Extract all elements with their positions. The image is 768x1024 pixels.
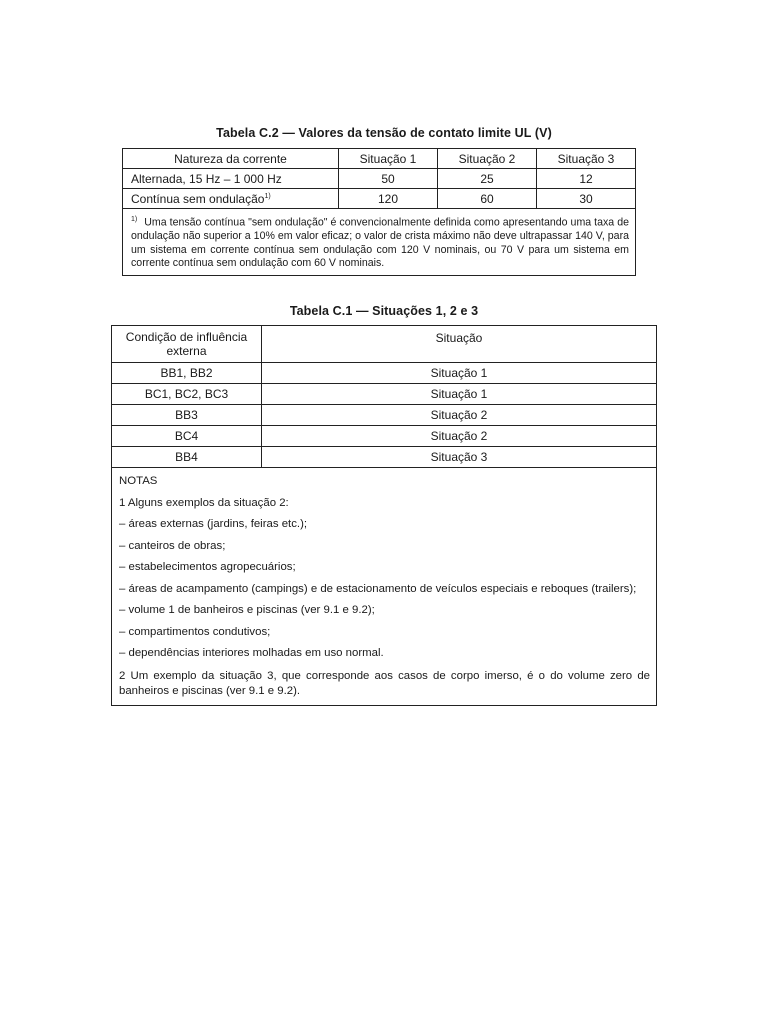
table-c1-notes-row — [112, 468, 657, 706]
table-c1-situation: Situação 2 — [262, 426, 657, 447]
table-row — [112, 426, 657, 447]
notes-title: NOTAS — [119, 475, 158, 487]
table-c2-caption: Tabela C.2 — Valores da tensão de contato limite UL (V) — [216, 126, 552, 140]
table-c1-situation: Situação 1 — [262, 363, 657, 384]
note-line: – compartimentos condutivos; — [119, 625, 271, 638]
table-c1-header-row — [112, 326, 657, 363]
note-line: – canteiros de obras; — [119, 539, 226, 552]
table-c1-situation: Situação 3 — [262, 447, 657, 468]
note-line: – dependências interiores molhadas em uso normal. — [119, 647, 384, 659]
table-c1-header-situation: Situação — [262, 326, 657, 363]
footnote-text: Uma tensão contínua "sem ondulação" é convencionalmente definida como apresentando uma taxa de ondulação não superior a 10% em valor eficaz; o valor de crista máximo não deve ultrapassar 140 V, para um sistema em corrente contínua sem ondulação com 120 V nominais, ou 70 V para um sistema em corrente contínua sem ondulação com 60 V nominais. — [131, 216, 629, 270]
table-c2-footnote-row — [123, 209, 636, 276]
footnote-reference: 1) — [264, 192, 271, 200]
table-row — [112, 447, 657, 468]
table-c2-row-label: Alternada, 15 Hz – 1 000 Hz — [123, 169, 339, 189]
table-c2-row-label: Contínua sem ondulação — [131, 191, 265, 206]
table-c2-header-situation-1: Situação 1 — [339, 149, 438, 169]
note-line: 1 Alguns exemplos da situação 2: — [119, 496, 289, 509]
table-c2-header-situation-2: Situação 2 — [438, 149, 537, 169]
table-c1-situation: Situação 1 — [262, 384, 657, 405]
table-c1-condition: BB1, BB2 — [112, 363, 262, 384]
note-line: – áreas externas (jardins, feiras etc.); — [119, 518, 308, 530]
note-2: 2 Um exemplo da situação 3, que corresponde aos casos de corpo imerso, é o do volume zero de banheiros e piscinas (ver 9.1 e 9.2). — [119, 669, 650, 697]
table-c2-cell: 60 — [438, 189, 537, 209]
table-c2-cell: 50 — [339, 169, 438, 189]
table-c1-caption: Tabela C.1 — Situações 1, 2 e 3 — [289, 304, 479, 318]
table-row — [112, 363, 657, 384]
table-c2-footnote — [123, 209, 636, 276]
table-c2-header-nature: Natureza da corrente — [123, 149, 339, 169]
table-c1-notes — [112, 468, 657, 706]
table-c1 — [111, 325, 657, 706]
note-line: – áreas de acampamento (campings) e de estacionamento de veículos especiais e reboques (trailers); — [119, 582, 637, 595]
table-row — [112, 405, 657, 426]
table-c1-situation: Situação 2 — [262, 405, 657, 426]
table-c2-row-label-cell — [123, 189, 339, 209]
table-c1-condition: BB3 — [112, 405, 262, 426]
table-c2-cell: 120 — [339, 189, 438, 209]
table-row — [123, 189, 636, 209]
table-c1-header-condition: Condição de influência externa — [112, 326, 262, 363]
note-line: – estabelecimentos agropecuários; — [119, 561, 296, 573]
table-c1-condition: BB4 — [112, 447, 262, 468]
table-c2-cell: 12 — [537, 169, 636, 189]
note-line: – volume 1 de banheiros e piscinas (ver 9.1 e 9.2); — [119, 604, 375, 616]
table-c2-cell: 25 — [438, 169, 537, 189]
table-c2-cell: 30 — [537, 189, 636, 209]
table-c1-condition: BC1, BC2, BC3 — [112, 384, 262, 405]
table-c2 — [122, 148, 636, 276]
table-row — [112, 384, 657, 405]
table-row — [123, 169, 636, 189]
table-c2-header-situation-3: Situação 3 — [537, 149, 636, 169]
table-c1-condition: BC4 — [112, 426, 262, 447]
table-c2-header-row — [123, 149, 636, 169]
footnote-mark: 1) — [131, 216, 138, 223]
